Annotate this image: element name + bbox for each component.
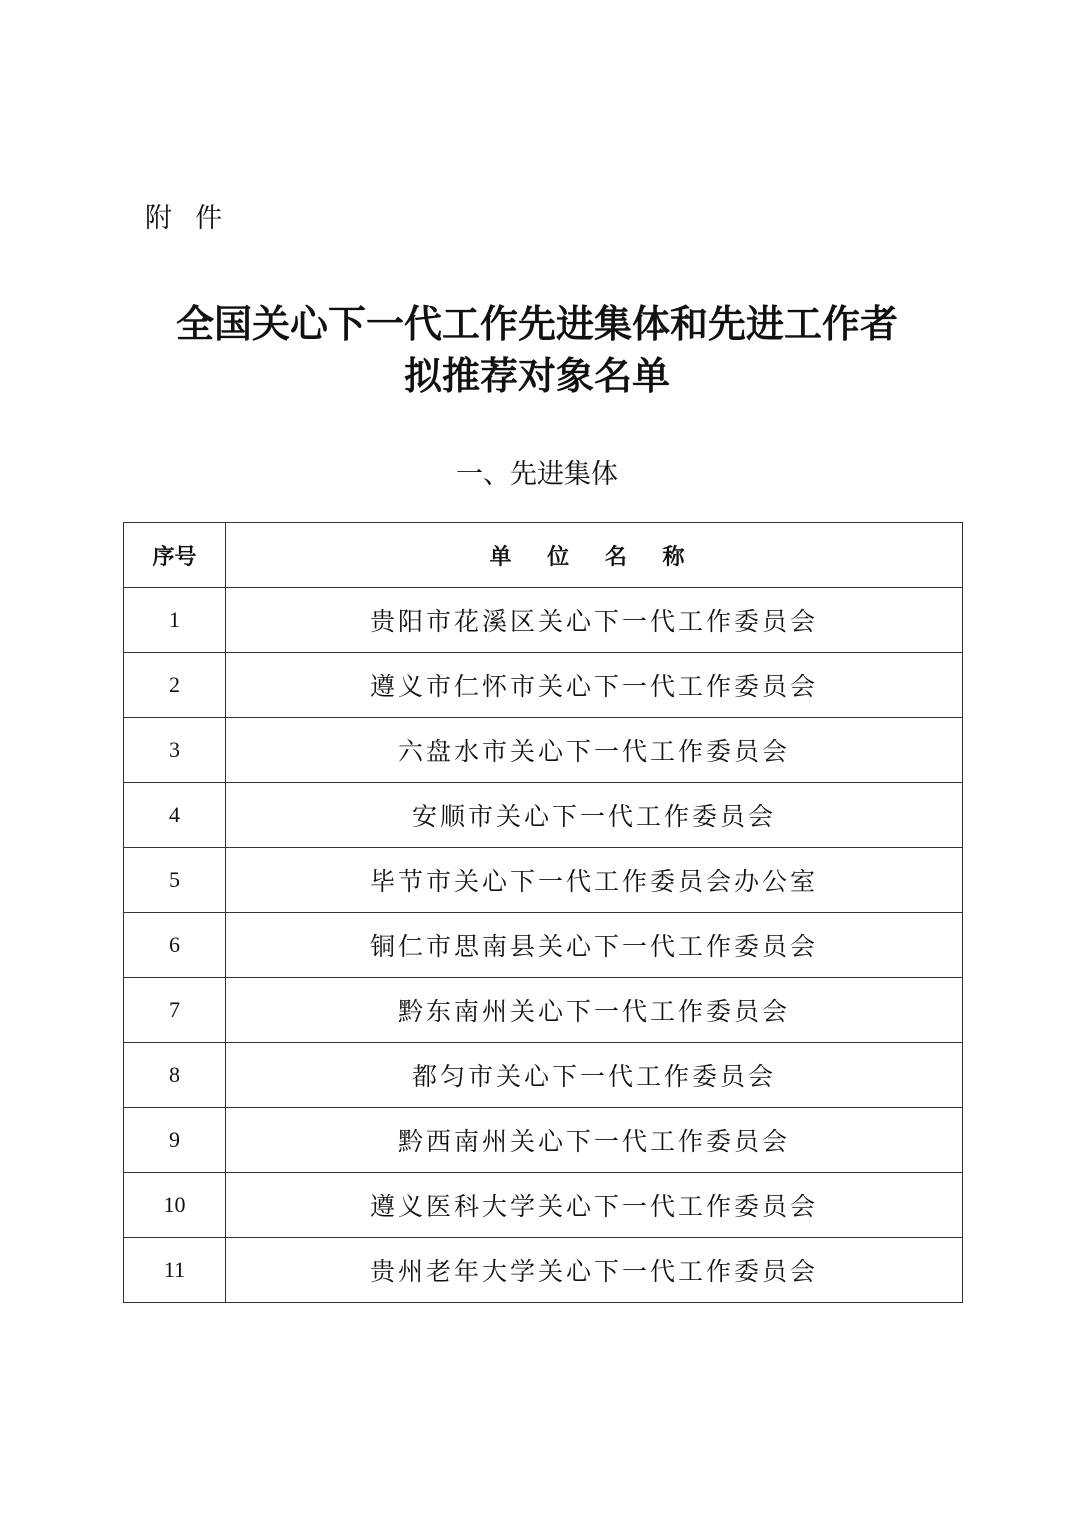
row-unit-name: 黔西南州关心下一代工作委员会 [226,1108,963,1173]
row-unit-name: 铜仁市思南县关心下一代工作委员会 [226,913,963,978]
row-number: 6 [124,913,226,978]
row-unit-name: 贵州老年大学关心下一代工作委员会 [226,1238,963,1303]
table-row [124,588,963,653]
document-title-line-2: 拟推荐对象名单 [403,353,670,398]
row-unit-name: 遵义医科大学关心下一代工作委员会 [226,1173,963,1238]
row-number: 4 [124,783,226,848]
table-row [124,848,963,913]
row-number: 8 [124,1043,226,1108]
table-row [124,1108,963,1173]
table-row [124,1043,963,1108]
row-unit-name: 黔东南州关心下一代工作委员会 [226,978,963,1043]
row-number: 10 [124,1173,226,1238]
row-number: 11 [124,1238,226,1303]
table-row [124,783,963,848]
row-unit-name: 都匀市关心下一代工作委员会 [226,1043,963,1108]
row-unit-name: 贵阳市花溪区关心下一代工作委员会 [226,588,963,653]
advanced-collectives-table [123,522,963,1303]
table-row [124,653,963,718]
table-header-row [124,523,963,588]
header-number: 序号 [124,523,226,588]
table-row [124,978,963,1043]
row-number: 3 [124,718,226,783]
row-unit-name: 六盘水市关心下一代工作委员会 [226,718,963,783]
section-heading: 一、先进集体 [456,459,618,490]
header-unit-name: 单 位 名 称 [226,523,963,588]
row-unit-name: 毕节市关心下一代工作委员会办公室 [226,848,963,913]
table-row [124,1173,963,1238]
table-row [124,718,963,783]
table-row [124,1238,963,1303]
row-unit-name: 遵义市仁怀市关心下一代工作委员会 [226,653,963,718]
table-row [124,913,963,978]
row-number: 5 [124,848,226,913]
row-number: 2 [124,653,226,718]
row-number: 9 [124,1108,226,1173]
document-title-line-1: 全国关心下一代工作先进集体和先进工作者 [175,301,898,346]
row-number: 7 [124,978,226,1043]
row-number: 1 [124,588,226,653]
attachment-label: 附 件 [145,203,225,234]
row-unit-name: 安顺市关心下一代工作委员会 [226,783,963,848]
